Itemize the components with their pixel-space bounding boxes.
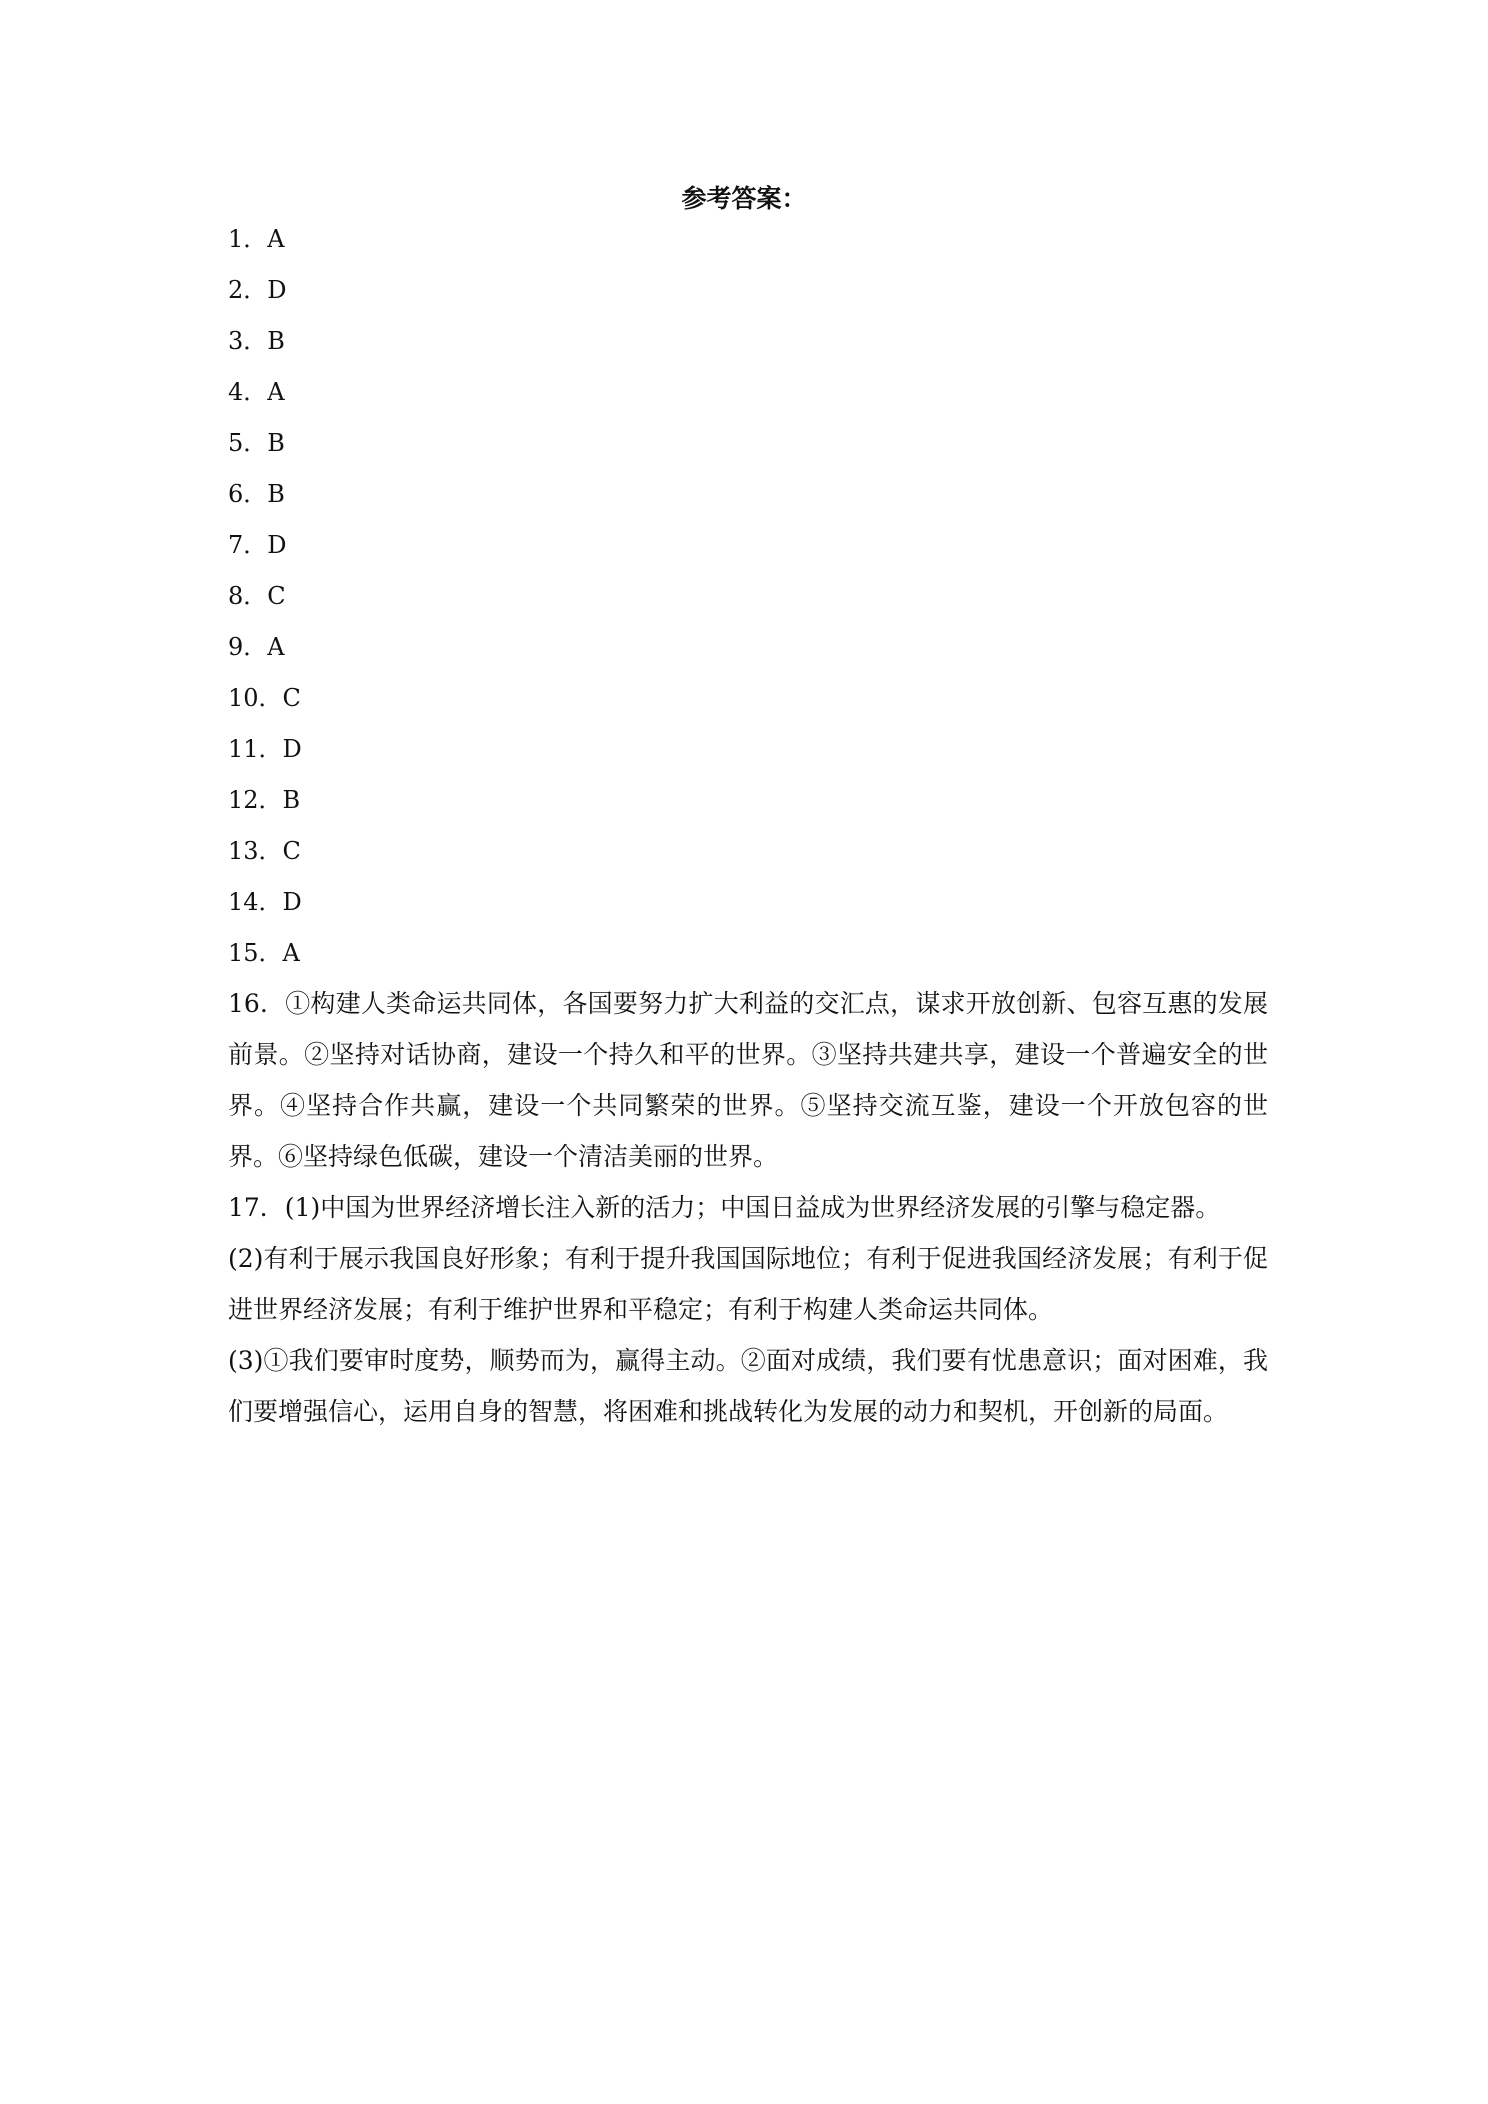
answer-item: 5．B [228,429,285,457]
answer-item: 4．A [228,378,285,406]
answer-item: 3．B [228,327,285,355]
page-title: 参考答案： [681,184,807,213]
answer-item: 6．B [228,480,285,508]
answer-item: 12．B [228,786,301,814]
answer-list [228,214,1268,979]
answer-item: 7．D [228,531,287,559]
answer-item: 9．A [228,633,285,661]
answer-item: 13．C [228,837,301,865]
essay-answers [228,978,1268,1437]
answer-item: 2．D [228,276,287,304]
answer-16: 16．①构建人类命运共同体，各国要努力扩大利益的交汇点，谋求开放创新、包容互惠的发展前景。②坚持对话协商，建设一个持久和平的世界。③坚持共建共享，建设一个普遍安全的世界。④坚持合作共赢，建设一个共同繁荣的世界。⑤坚持交流互鉴，建设一个开放包容的世界。⑥坚持绿色低碳，建设一个清洁美丽的世界。 [228,989,1268,1171]
answer-item: 1．A [228,225,285,253]
answer-17-part-3: (3)①我们要审时度势，顺势而为，赢得主动。②面对成绩，我们要有忧患意识；面对困难，我们要增强信心，运用自身的智慧，将困难和挑战转化为发展的动力和契机，开创新的局面。 [228,1346,1268,1426]
answer-item: 8．C [228,582,286,610]
answer-item: 11．D [228,735,302,763]
answer-item: 10．C [228,684,301,712]
answer-17-part-1: 17．(1)中国为世界经济增长注入新的活力；中国日益成为世界经济发展的引擎与稳定器。 [228,1193,1221,1222]
answer-item: 15．A [228,939,300,967]
answer-item: 14．D [228,888,302,916]
answer-17-part-2: (2)有利于展示我国良好形象；有利于提升我国国际地位；有利于促进我国经济发展；有利于促进世界经济发展；有利于维护世界和平稳定；有利于构建人类命运共同体。 [228,1244,1268,1324]
